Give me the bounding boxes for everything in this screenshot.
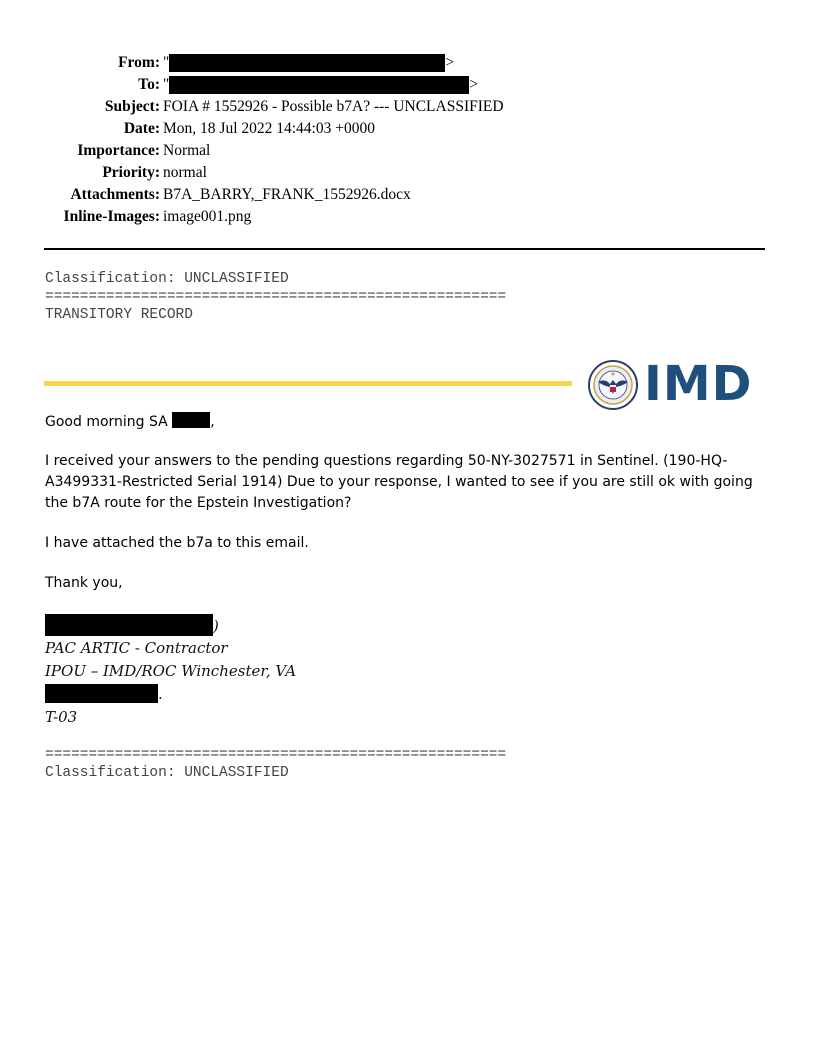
signature-office: IPOU – IMD/ROC Winchester, VA <box>45 662 297 680</box>
banner-stripe <box>44 381 572 386</box>
header-priority-label: Priority: <box>102 164 160 181</box>
header-from-value: " > <box>163 54 455 71</box>
header-date <box>0 118 816 140</box>
body-paragraph-1: I received your answers to the pending questions regarding 50-NY-3027571 in Sentinel. (190-HQ-A3499331-Restricted Serial 1914) Due to your response, I wanted to see if you are still ok with going the b7A route for the Epstein Investigation? <box>45 453 753 511</box>
transitory-record: TRANSITORY RECORD <box>45 307 193 323</box>
imd-logo: IMD <box>644 356 753 412</box>
separator-bottom: ===================================================== <box>45 747 507 763</box>
header-inline-images-value: image001.png <box>163 208 252 225</box>
closing: Thank you, <box>45 575 123 591</box>
signature-title: PAC ARTIC - Contractor <box>45 639 228 657</box>
header-attachments <box>0 184 816 206</box>
header-from <box>0 52 816 74</box>
header-subject-value: FOIA # 1552926 - Possible b7A? --- UNCLASSIFIED <box>163 98 504 115</box>
header-subject <box>0 96 816 118</box>
email-headers <box>0 52 816 228</box>
redaction-box <box>172 412 210 428</box>
header-date-value: Mon, 18 Jul 2022 14:44:03 +0000 <box>163 120 375 137</box>
header-divider <box>44 248 765 250</box>
header-date-label: Date: <box>123 120 160 137</box>
greeting: Good morning SA , <box>45 414 215 430</box>
signature-redacted-line: . <box>45 683 163 705</box>
header-to-label: To: <box>138 76 160 93</box>
header-priority-value: normal <box>163 164 207 181</box>
header-inline-images-label: Inline-Images: <box>63 208 160 225</box>
classification-bottom: Classification: UNCLASSIFIED <box>45 765 289 781</box>
header-attachments-value: B7A_BARRY,_FRANK_1552926.docx <box>163 186 411 203</box>
header-to-value: " > <box>163 76 479 93</box>
header-importance <box>0 140 816 162</box>
separator-top: ===================================================== <box>45 289 507 305</box>
header-from-label: From: <box>118 54 160 71</box>
redaction-box <box>169 54 445 72</box>
header-priority <box>0 162 816 184</box>
header-to <box>0 74 816 96</box>
redaction-box <box>45 614 213 636</box>
classification-top: Classification: UNCLASSIFIED <box>45 271 289 287</box>
header-attachments-label: Attachments: <box>70 186 160 203</box>
header-importance-label: Importance: <box>77 142 160 159</box>
body-paragraph-2: I have attached the b7a to this email. <box>45 535 309 551</box>
header-subject-label: Subject: <box>104 98 160 115</box>
header-importance-value: Normal <box>163 142 211 159</box>
redaction-box <box>45 684 158 703</box>
header-inline-images <box>0 206 816 228</box>
seal-icon <box>588 360 638 410</box>
signature-code: T-03 <box>45 708 78 726</box>
signature-name: ) <box>45 614 219 637</box>
redaction-box <box>169 76 469 94</box>
